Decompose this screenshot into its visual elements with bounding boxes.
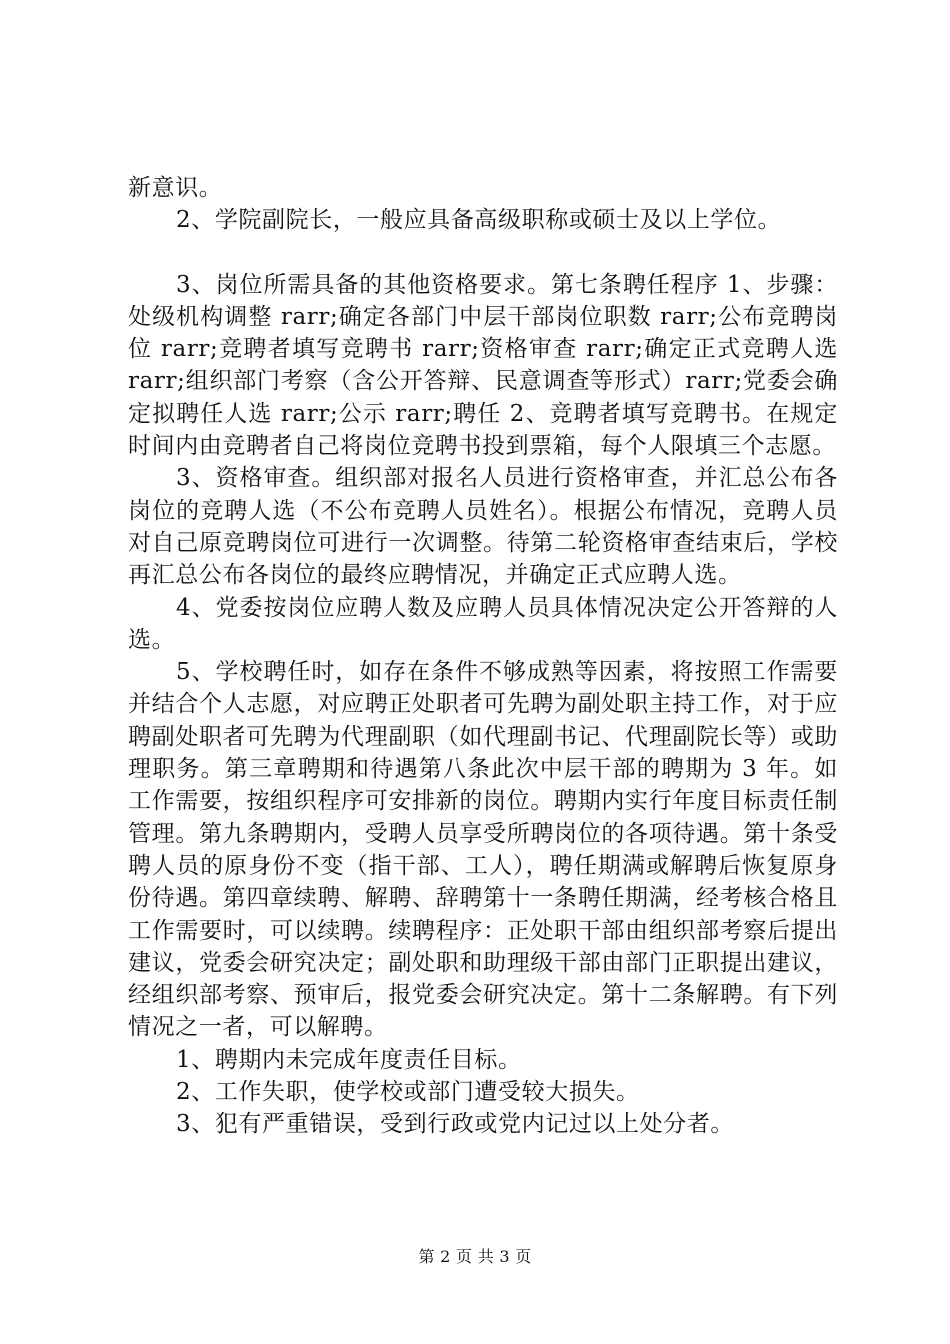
paragraph-4: 3、资格审查。组织部对报名人员进行资格审查，并汇总公布各岗位的竞聘人选（不公布竞聘人员姓名）。根据公布情况，竞聘人员对自己原竞聘岗位可进行一次调整。待第二轮资格审查结束后，学校再汇总公布各岗位的最终应聘情况，并确定正式应聘人选。 (128, 465, 838, 589)
paragraph-1: 新意识。 (128, 175, 223, 201)
paragraph-7: 1、聘期内未完成年度责任目标。 (176, 1046, 522, 1073)
paragraph-8: 2、工作失职，使学校或部门遭受较大损失。 (176, 1079, 640, 1106)
paragraph-9: 3、犯有严重错误，受到行政或党内记过以上处分者。 (176, 1111, 735, 1138)
paragraph-5: 4、党委按岗位应聘人数及应聘人员具体情况决定公开答辩的人选。 (128, 594, 838, 653)
paragraph-2: 2、学院副院长，一般应具备高级职称或硕士及以上学位。 (176, 207, 782, 234)
page-number-footer: 第 2 页 共 3 页 (418, 1247, 532, 1266)
body-text (128, 172, 838, 1141)
paragraph-6: 5、学校聘任时，如存在条件不够成熟等因素，将按照工作需要并结合个人志愿，对应聘正处职者可先聘为副处职主持工作，对于应聘副处职者可先聘为代理副职（如代理副书记、代理副院长等）或助理职务。第三章聘期和待遇第八条此次中层干部的聘期为 3 年。如工作需要，按组织程序可安排新的岗位。聘期内实行年度目标责任制管理。第九条聘期内，受聘人员享受所聘岗位的各项待遇。第十条受聘人员的原身份不变（指干部、工人），聘任期满或解聘后恢复原身份待遇。第四章续聘、解聘、辞聘第十一条聘任期满，经考核合格且工作需要时，可以续聘。续聘程序：正处职干部由组织部考察后提出建议，党委会研究决定；副处职和助理级干部由部门正职提出建议，经组织部考察、预审后，报党委会研究决定。第十二条解聘。有下列情况之一者，可以解聘。 (128, 659, 838, 1041)
paragraph-3: 3、岗位所需具备的其他资格要求。第七条聘任程序 1、步骤：处级机构调整 rarr;确定各部门中层干部岗位职数 rarr;公布竞聘岗位 rarr;竞聘者填写竞聘书 rarr;资格审查 rarr;确定正式竞聘人选 rarr;组织部门考察（含公开答辩、民意调查等形式）rarr;党委会确定拟聘任人选 rarr;公示 rarr;聘任 2、竞聘者填写竞聘书。在规定时间内由竞聘者自己将岗位竞聘书投到票箱，每个人限填三个志愿。 (128, 271, 838, 460)
